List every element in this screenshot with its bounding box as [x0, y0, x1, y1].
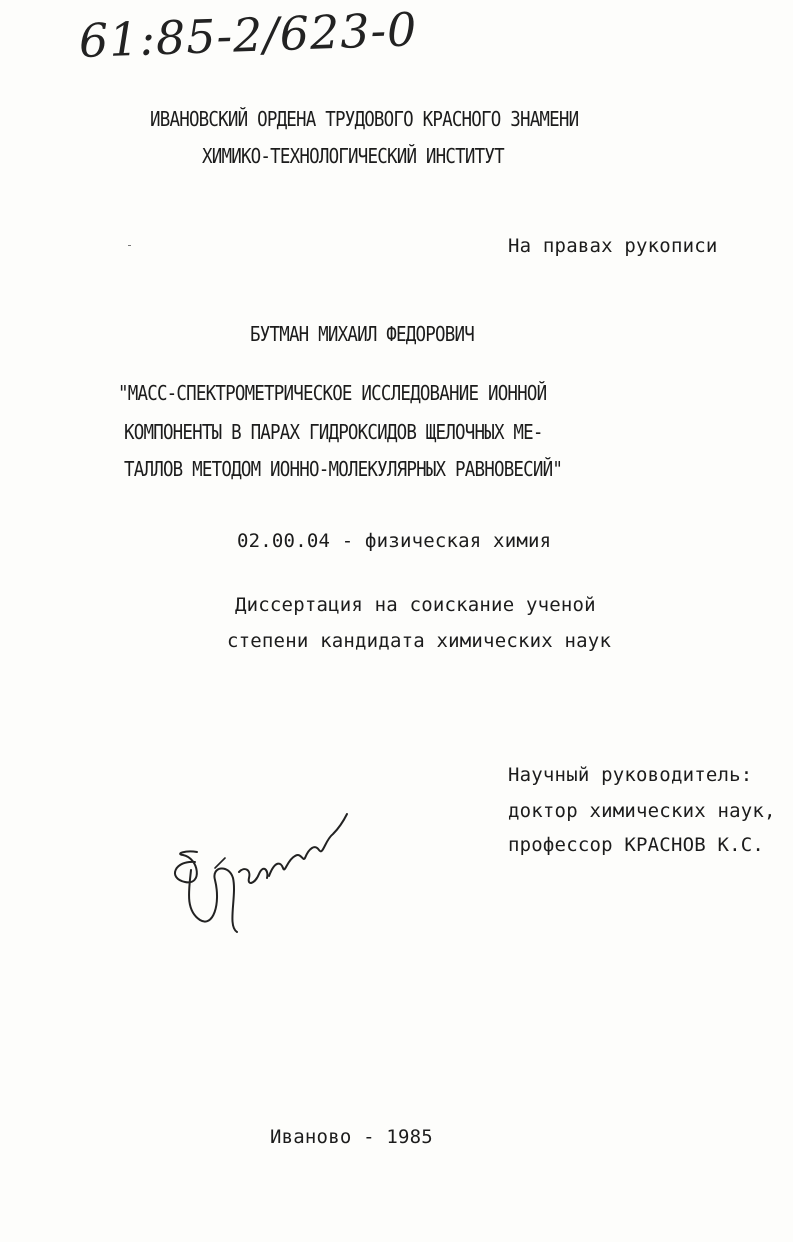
institute-line-2: ХИМИКО-ТЕХНОЛОГИЧЕСКИЙ ИНСТИТУТ — [202, 145, 504, 169]
thesis-title-line-3: ТАЛЛОВ МЕТОДОМ ИОННО-МОЛЕКУЛЯРНЫХ РАВНОВЕСИЙ" — [124, 458, 563, 482]
specialty-code: 02.00.04 - физическая химия — [237, 530, 552, 552]
archive-number-handwritten: 61:85-2/623-0 — [78, 2, 419, 68]
author-signature — [155, 800, 355, 940]
thesis-title-line-1: "МАСС-СПЕКТРОМЕТРИЧЕСКОЕ ИССЛЕДОВАНИЕ ИОННОЙ — [118, 382, 547, 406]
thesis-title-line-2: КОМПОНЕНТЫ В ПАРАХ ГИДРОКСИДОВ ЩЕЛОЧНЫХ МЕ- — [124, 421, 543, 445]
degree-line-2: степени кандидата химических наук — [227, 630, 612, 652]
supervisor-name: профессор КРАСНОВ К.С. — [508, 834, 765, 856]
manuscript-note: На правах рукописи — [508, 235, 718, 257]
scan-speck — [128, 245, 131, 246]
institute-line-1: ИВАНОВСКИЙ ОРДЕНА ТРУДОВОГО КРАСНОГО ЗНАМЕНИ — [150, 108, 579, 132]
place-and-year: Иваново - 1985 — [270, 1126, 433, 1148]
supervisor-label: Научный руководитель: — [508, 764, 753, 786]
author-name: БУТМАН МИХАИЛ ФЕДОРОВИЧ — [250, 323, 474, 347]
supervisor-degree: доктор химических наук, — [508, 800, 776, 822]
degree-line-1: Диссертация на соискание ученой — [235, 594, 596, 616]
